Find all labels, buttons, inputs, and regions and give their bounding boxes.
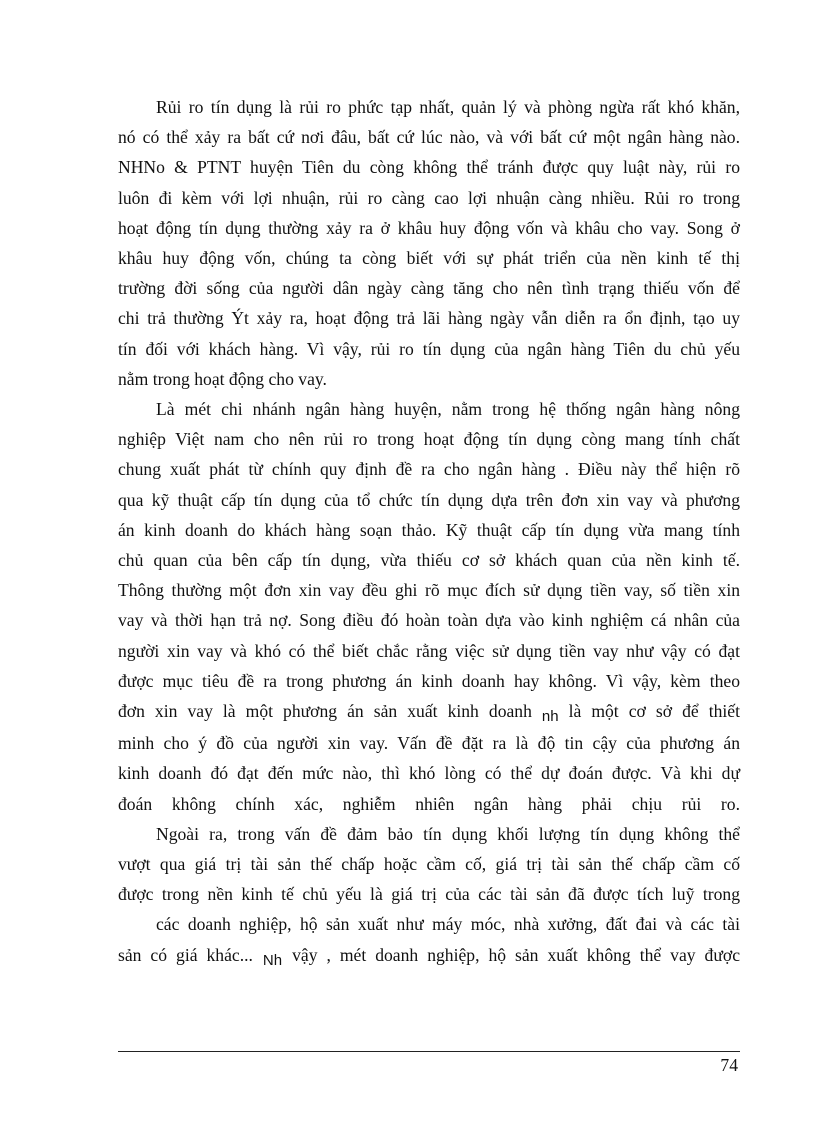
text-line: kinh doanh đó đạt đến mức nào, thì khó lòng có thể dự đoán được. Và khi dự: [118, 763, 740, 784]
paragraph-3: [118, 819, 740, 972]
text-line: chủ quan của bên cấp tín dụng, vừa thiếu cơ sở khách quan của nền kinh tế.: [118, 550, 740, 571]
text-line: Rủi ro tín dụng là rủi ro phức tạp nhất, quản lý và phòng ngừa rất khó khăn,: [156, 97, 740, 117]
body-text: [118, 92, 740, 972]
text-line: qua kỹ thuật cấp tín dụng của tổ chức tín dụng dựa trên đơn xin vay và phương: [118, 489, 740, 510]
text-line: án kinh doanh do khách hàng soạn thảo. Kỹ thuật cấp tín dụng vừa mang tính: [118, 519, 740, 540]
text-line: nó có thể xảy ra bất cứ nơi đâu, bất cứ lúc nào, và với bất cứ một ngân hàng nào.: [118, 127, 740, 148]
text-line: chi trả thường Ýt xảy ra, hoạt động trả lãi hàng ngày vẫn diễn ra ổn định, tạo uy: [118, 308, 740, 329]
text-line: người xin vay và khó có thể biết chắc rằng việc sử dụng tiền vay như vậy có đạt: [118, 640, 740, 661]
text-line: luôn đi kèm với lợi nhuận, rủi ro càng cao lợi nhuận càng nhiều. Rủi ro trong: [118, 187, 740, 208]
text-line: đoán không chính xác, nghiễm nhiên ngân hàng phải chịu rủi ro.: [118, 793, 740, 814]
text-line: Thông thường một đơn xin vay đều ghi rõ mục đích sử dụng tiền vay, số tiền xin: [118, 580, 740, 601]
text-segment: vậy , mét doanh nghiệp, hộ sản xuất không thể vay được: [292, 944, 740, 965]
text-segment: sản có giá khác...: [118, 944, 253, 965]
footer-rule: [118, 1051, 740, 1052]
text-line: nghiệp Việt nam cho nên rủi ro trong hoạt động tín dụng còng mang tính chất: [118, 429, 740, 450]
text-line: trường đời sống của người dân ngày càng tăng cho nên tình trạng thiếu vốn để: [118, 278, 740, 299]
text-line: được mục tiêu đề ra trong phương án kinh doanh hay không. Vì vậy, kèm theo: [118, 670, 740, 691]
text-line: khâu huy động vốn, chúng ta còng biết với sự phát triển của nền kinh tế thị: [118, 248, 740, 269]
text-line: chung xuất phát từ chính quy định đề ra cho ngân hàng . Điều này thể hiện rõ: [118, 459, 740, 480]
text-line: NHNo & PTNT huyện Tiên du còng không thể tránh được quy luật này, rủi ro: [118, 157, 740, 178]
page-number: 74: [720, 1055, 738, 1075]
paragraph-1: [118, 92, 740, 394]
text-line: Ngoài ra, trong vấn đề đảm bảo tín dụng khối lượng tín dụng không thể: [156, 823, 740, 844]
stray-fragment: Nh: [262, 951, 283, 969]
text-line: minh cho ý đồ của người xin vay. Vấn đề đặt ra là độ tin cậy của phương án: [118, 733, 740, 754]
stray-fragment: nh: [541, 708, 559, 726]
text-line: vay và thời hạn trả nợ. Song điều đó hoàn toàn dựa vào kinh nghiệm cá nhân của: [118, 610, 740, 631]
text-segment: đơn xin vay là một phương án sản xuất kinh doanh: [118, 701, 532, 722]
text-line: vượt qua giá trị tài sản thế chấp hoặc cầm cố, giá trị tài sản thế chấp cầm cố: [118, 854, 740, 875]
text-line: được trong nền kinh tế chủ yếu là giá trị của các tài sản đã được tích luỹ trong: [118, 884, 740, 905]
paragraph-2: [118, 394, 740, 819]
text-line: tín đối với khách hàng. Vì vậy, rủi ro tín dụng của ngân hàng Tiên du chủ yếu: [118, 338, 740, 359]
text-line: hoạt động tín dụng thường xảy ra ở khâu huy động vốn và khâu cho vay. Song ở: [118, 217, 740, 238]
text-line-split: [118, 940, 740, 972]
text-line: Là mét chi nhánh ngân hàng huyện, nằm trong hệ thống ngân hàng nông: [156, 399, 740, 420]
text-segment: là một cơ sở để thiết: [568, 701, 740, 722]
text-line: các doanh nghiệp, hộ sản xuất như máy móc, nhà xưởng, đất đai và các tài: [156, 914, 740, 935]
text-line: nằm trong hoạt động cho vay.: [118, 368, 327, 389]
text-line-split: [118, 696, 740, 728]
